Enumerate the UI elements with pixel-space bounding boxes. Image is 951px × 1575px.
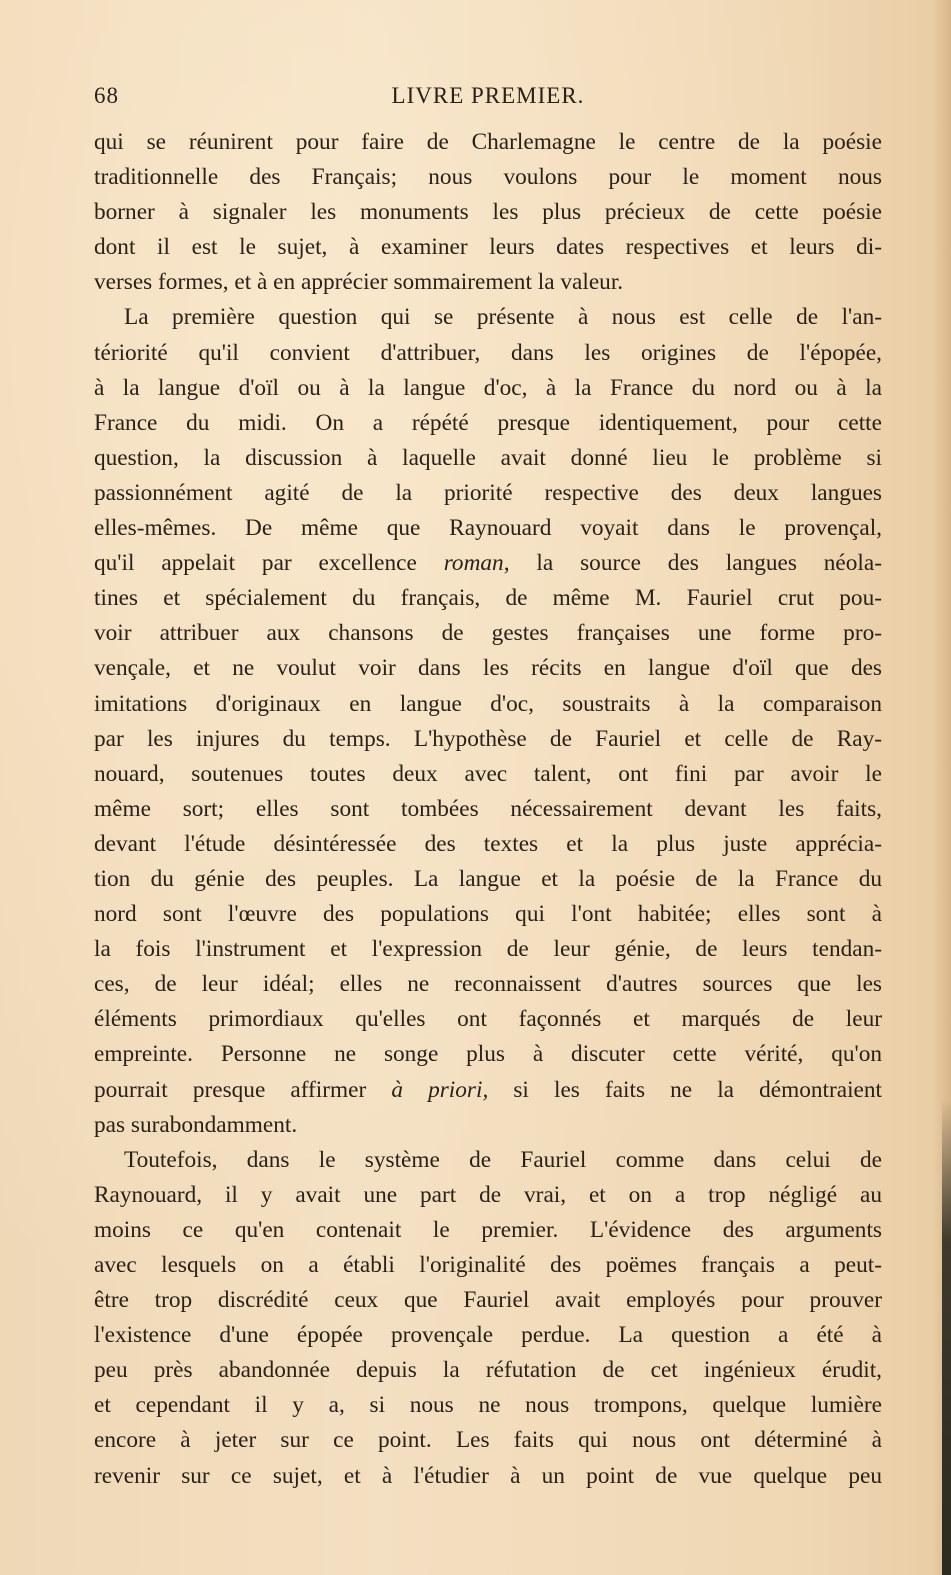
text-line: passionnément agité de la priorité respective des deux langues (94, 479, 882, 506)
italic-word: à priori, (391, 1076, 489, 1103)
text-line: Raynouard, il y avait une part de vrai, et on a trop négligé au (94, 1181, 882, 1208)
page-edge-strip (942, 1100, 951, 1575)
text-line: l'existence d'une épopée provençale perdue. La question a été à (94, 1322, 882, 1349)
text-line: ces, de leur idéal; elles ne reconnaissent d'autres sources que les (94, 971, 882, 998)
text-line: dont il est le sujet, à examiner leurs dates respectives et leurs di- (94, 234, 882, 261)
text-line: être trop discrédité ceux que Fauriel avait employés pour prouver (94, 1287, 882, 1314)
text-line: qui se réunirent pour faire de Charlemagne le centre de la poésie (94, 129, 882, 155)
body-text (94, 125, 882, 1494)
paragraph-end-line: pas surabondamment. (94, 1111, 298, 1138)
text-line: la fois l'instrument et l'expression de leur génie, de leurs tendan- (94, 936, 882, 963)
text-line: moins ce qu'en contenait le premier. L'évidence des arguments (94, 1216, 882, 1243)
text-line-with-italic (94, 1073, 882, 1108)
text-line: France du midi. On a répété presque identiquement, pour cette (94, 409, 882, 436)
text-line: éléments primordiaux qu'elles ont façonnés et marqués de leur (94, 1006, 882, 1033)
text-run: si les faits ne la démontraient (488, 1076, 883, 1103)
text-line: tion du génie des peuples. La langue et la poésie de la France du (94, 865, 882, 892)
text-line: nouard, soutenues toutes deux avec talent, ont fini par avoir le (94, 760, 882, 787)
text-line: vençale, et ne voulut voir dans les récits en langue d'oïl que des (94, 655, 882, 682)
text-line: empreinte. Personne ne songe plus à discuter cette vérité, qu'on (94, 1041, 882, 1068)
text-line: tines et spécialement du français, de même M. Fauriel crut pou- (94, 585, 882, 612)
text-line: avec lesquels on a établi l'originalité des poëmes français a peut- (94, 1252, 882, 1278)
text-line: question, la discussion à laquelle avait donné lieu le problème si (94, 444, 882, 471)
text-line: devant l'étude désintéressée des textes et la plus juste apprécia- (94, 830, 882, 857)
text-line-with-italic (94, 546, 882, 581)
text-line: même sort; elles sont tombées nécessairement devant les faits, (94, 795, 882, 822)
text-line: par les injures du temps. L'hypothèse de Fauriel et celle de Ray- (94, 725, 882, 752)
text-line: et cependant il y a, si nous ne nous trompons, quelque lumière (94, 1392, 882, 1419)
text-run: qu'il appelait par excellence (94, 550, 444, 577)
running-head (94, 83, 882, 115)
text-run: pourrait presque affirmer (94, 1076, 392, 1103)
italic-word: roman (443, 550, 504, 577)
page-number: 68 (94, 83, 119, 108)
text-line: borner à signaler les monuments les plus précieux de cette poésie (94, 199, 882, 226)
text-run: , la source des langues néola- (503, 550, 882, 577)
text-line: voir attribuer aux chansons de gestes françaises une forme pro- (94, 620, 882, 647)
text-line: revenir sur ce sujet, et à l'étudier à un point de vue quelque peu (94, 1462, 882, 1489)
paragraph-start-line: Toutefois, dans le système de Fauriel comme dans celui de (124, 1146, 882, 1173)
text-line: nord sont l'œuvre des populations qui l'ont habitée; elles sont à (94, 901, 882, 928)
paragraph-end-line: verses formes, et à en apprécier sommairement la valeur. (94, 269, 624, 296)
text-line: à la langue d'oïl ou à la langue d'oc, à la France du nord ou à la (94, 374, 882, 401)
paragraph-start-line: La première question qui se présente à nous est celle de l'an- (124, 304, 882, 331)
text-line: encore à jeter sur ce point. Les faits qui nous ont déterminé à (94, 1427, 882, 1454)
text-line: imitations d'originaux en langue d'oc, soustraits à la comparaison (94, 690, 882, 717)
text-line: elles-mêmes. De même que Raynouard voyait dans le provençal, (94, 515, 882, 542)
text-line: peu près abandonnée depuis la réfutation de cet ingénieux érudit, (94, 1357, 882, 1384)
text-line: traditionnelle des Français; nous voulons pour le moment nous (94, 164, 882, 191)
running-head-title: LIVRE PREMIER. (391, 83, 585, 108)
text-line: tériorité qu'il convient d'attribuer, dans les origines de l'épopée, (94, 339, 882, 366)
